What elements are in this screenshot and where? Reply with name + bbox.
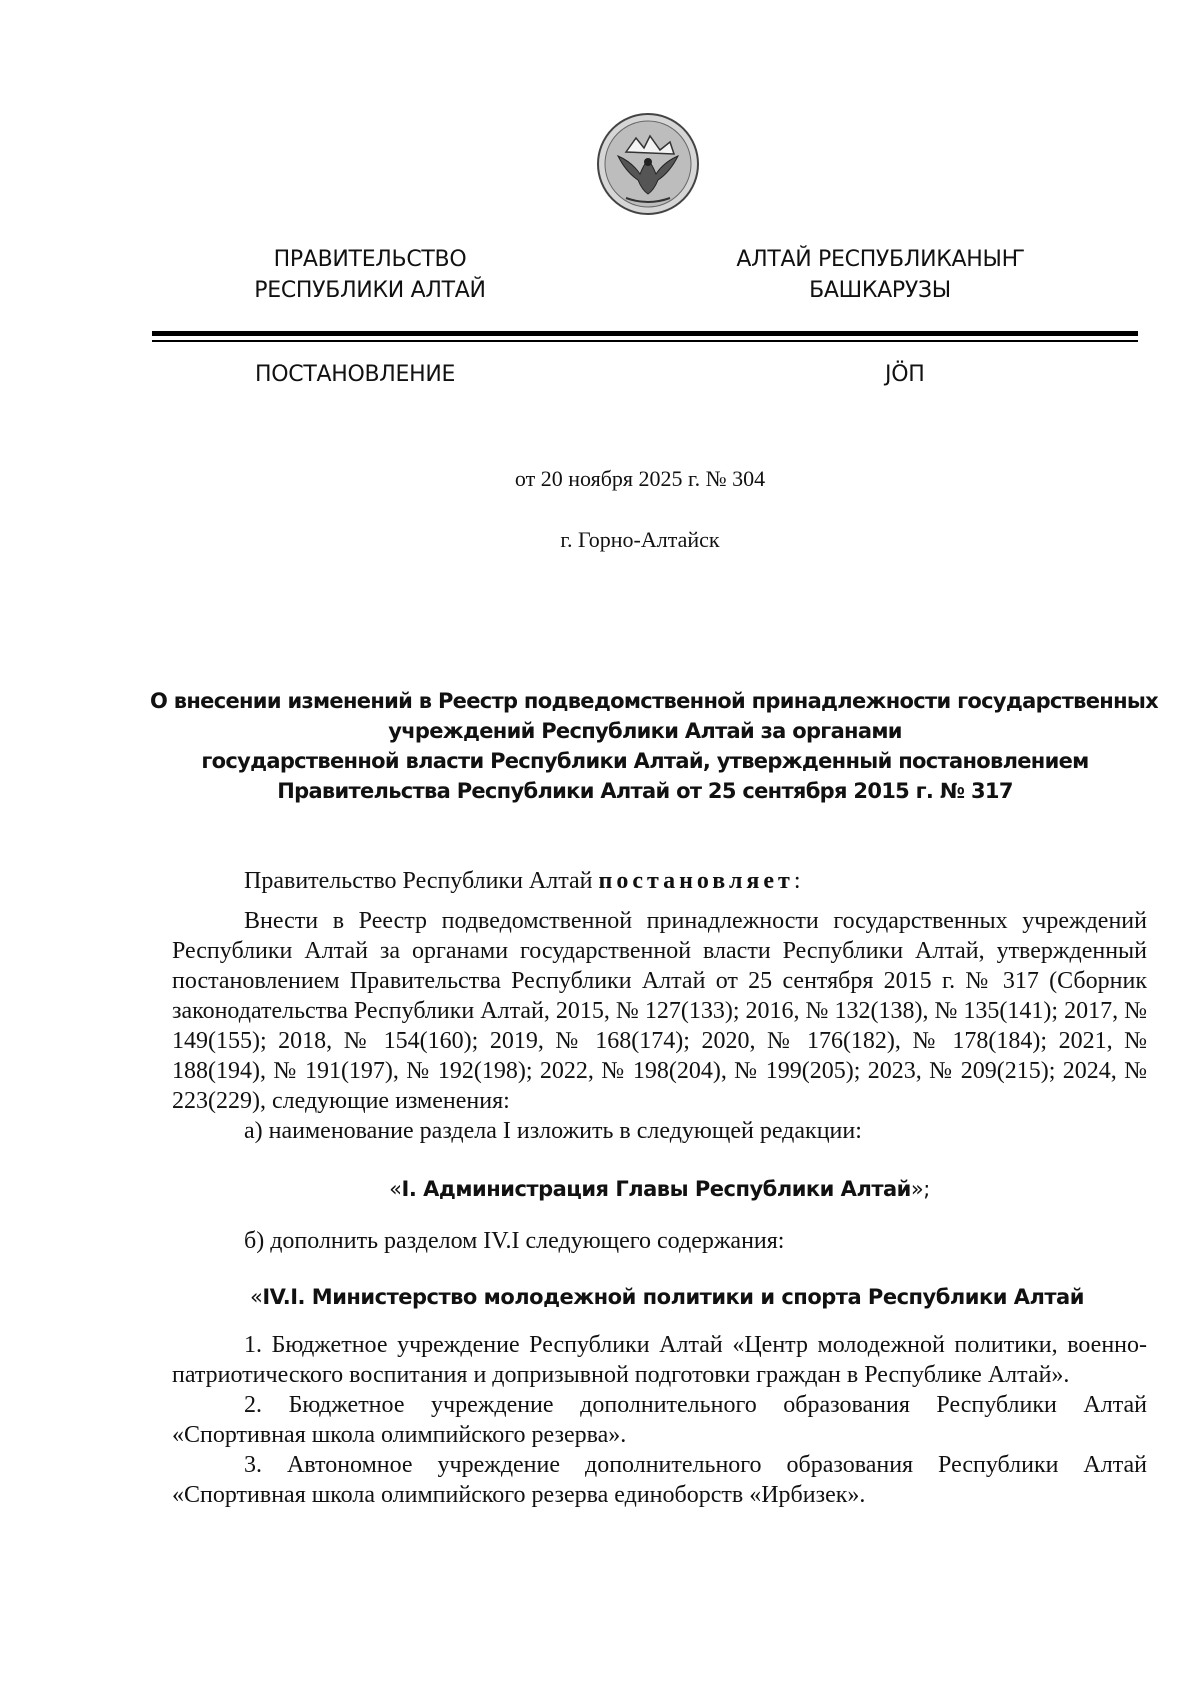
header-divider-thick (152, 331, 1138, 336)
document-body (172, 866, 1147, 1510)
header-right (700, 244, 1060, 306)
section1-heading (172, 1174, 1147, 1204)
city-line: г. Горно-Алтайск (560, 527, 720, 552)
section1-title: I. Администрация Главы Республики Алтай (401, 1177, 911, 1201)
header-divider-thin (152, 340, 1138, 342)
section2-title: IV.I. Министерство молодежной политики и спорта Республики Алтай (262, 1285, 1084, 1309)
list-item: 1. Бюджетное учреждение Республики Алтай «Центр молодежной политики, военно-патриотического воспитания и допризывной подготовки граждан в Республике Алтай». (172, 1332, 1147, 1388)
intro-suffix: : (793, 868, 801, 894)
doc-type-russian: ПОСТАНОВЛЕНИЕ (255, 362, 456, 387)
header-left (190, 244, 550, 306)
list-item: 3. Автономное учреждение дополнительного образования Республики Алтай «Спортивная школа олимпийского резерва единоборств «Ирбизек». (172, 1452, 1147, 1508)
header-right-line2: БАШКАРУЗЫ (809, 278, 951, 303)
intro-verb: постановляет (598, 868, 794, 894)
section1-open-quote: « (389, 1177, 402, 1201)
section2-heading (172, 1282, 1147, 1312)
title-line: О внесении изменений в Реестр подведомственной принадлежности государственных (150, 689, 1159, 713)
intro-paragraph (172, 866, 1147, 896)
coat-of-arms-emblem (596, 112, 700, 216)
header-right-line1: АЛТАЙ РЕСПУБЛИКАНЫҤ (736, 247, 1024, 272)
header-left-line2: РЕСПУБЛИКИ АЛТАЙ (254, 278, 486, 303)
intro-prefix: Правительство Республики Алтай (244, 868, 599, 894)
section1-close-quote: »; (910, 1177, 930, 1201)
document-title (150, 686, 1159, 806)
date-number-line: от 20 ноября 2025 г. № 304 (514, 466, 766, 491)
item-b: б) дополнить разделом IV.I следующего содержания: (244, 1228, 785, 1254)
item-a: а) наименование раздела I изложить в следующей редакции: (244, 1118, 862, 1144)
list-item: 2. Бюджетное учреждение дополнительного образования Республики Алтай «Спортивная школа олимпийского резерва». (172, 1392, 1147, 1448)
main-paragraph: Внести в Реестр подведомственной принадлежности государственных учреждений Республики Алтай за органами государственной власти Республики Алтай, утвержденный постановлением Правительства Республики Алтай от 25 сентября 2015 г. № 317 (Сборник законодательства Республики Алтай, 2015, № 127(133); 2016, № 132(138), № 135(141); 2017, № 149(155); 2018, № 154(160); 2019, № 168(174); 2020, № 176(182), № 178(184); 2021, № 188(194), № 191(197), № 192(198); 2022, № 198(204), № 199(205); 2023, № 209(215); 2024, № 223(229), следующие изменения: (172, 908, 1147, 1114)
title-line: Правительства Республики Алтай от 25 сентября 2015 г. № 317 (277, 779, 1013, 803)
title-line: учреждений Республики Алтай за органами (388, 719, 902, 743)
section2-open-quote: « (250, 1285, 263, 1309)
doc-type-altai: JÖП (885, 362, 925, 387)
header-left-line1: ПРАВИТЕЛЬСТВО (273, 247, 467, 272)
title-line: государственной власти Республики Алтай, утвержденный постановлением (201, 749, 1089, 773)
